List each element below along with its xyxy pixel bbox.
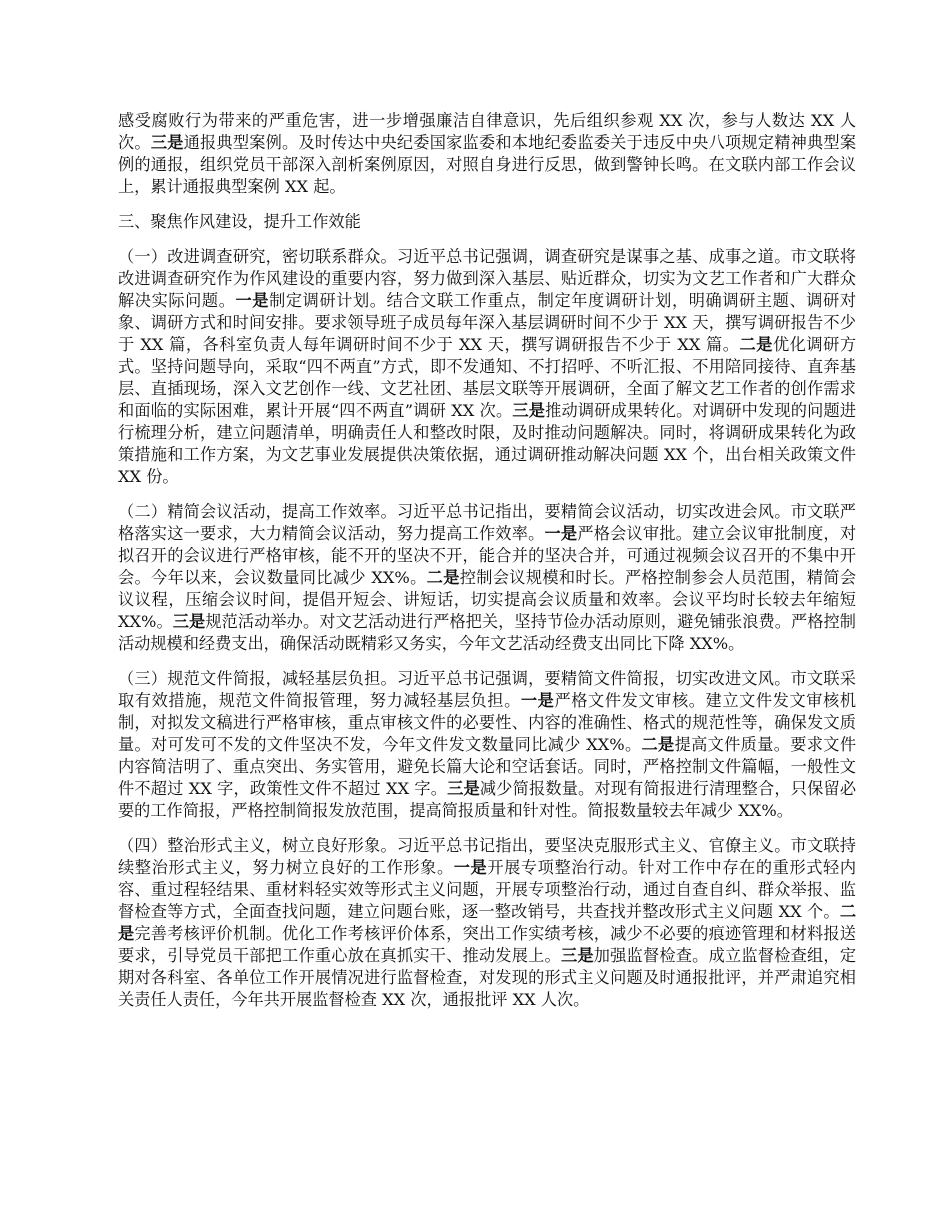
text-run: 严格会议审批。建立会议审批制度，对拟召开的会议进行严格审核，能不开的坚决不开，能合并的坚决合并，可通过视频会议召开的不集中开会。今年以来，会议数量同比减少 XX%。 — [118, 524, 857, 587]
text-run: 减少简报数量。对现有简报进行清理整合，只保留必要的工作简报，严格控制简报发放范围，提高简报质量和针对性。简报数量较去年减少 XX%。 — [118, 779, 857, 820]
emphasis-marker: 一是 — [235, 291, 270, 310]
emphasis-marker: 三是 — [172, 612, 206, 631]
emphasis-marker: 二是 — [739, 335, 773, 354]
text-run: 三、聚焦作风建设，提升工作效能 — [118, 212, 361, 231]
emphasis-marker: 三是 — [560, 946, 594, 965]
text-run: 制定调研计划。结合文联工作重点，制定年度调研计划，明确调研主题、调研对象、调研方式和时间安排。要求领导班子成员每年深入基层调研时间不少于 XX 天，撰写调研报告不少于 XX 篇，各科室负责人每年调研时间不少于 XX 天，撰写调研报告不少于 XX 篇。 — [118, 291, 857, 354]
emphasis-marker: 三是 — [150, 133, 184, 152]
text-run: 开展专项整治行动。针对工作中存在的重形式轻内容、重过程轻结果、重材料轻实效等形式主义问题，开展专项整治行动，通过自查自纠、群众举报、监督检查等方式，全面查找问题，建立问题台账，逐一整改销号，共查找并整改形式主义问题 XX 个。 — [118, 858, 857, 921]
emphasis-marker: 二是 — [118, 902, 856, 943]
para-intro-continuation — [118, 110, 856, 198]
emphasis-marker: 二是 — [641, 735, 675, 754]
emphasis-marker: 一是 — [453, 858, 488, 877]
text-run: 优化调研方式。坚持问题导向，采取“四不两直”方式，即不发通知、不打招呼、不听汇报、不用陪同接待、直奔基层、直插现场，深入文艺创作一线、文艺社团、基层文联等开展调研，全面了解文艺工作者的创作需求和面临的实际困难，累计开展“四不两直”调研 XX 次。 — [118, 335, 857, 420]
para-subsection-2 — [118, 501, 856, 655]
emphasis-marker: 三是 — [512, 401, 546, 420]
text-run: 规范活动举办。对文艺活动进行严格把关，坚持节俭办活动原则，避免铺张浪费。严格控制活动规模和经费支出，确保活动既精彩又务实，今年文艺活动经费支出同比下降 XX%。 — [118, 612, 856, 653]
text-run: 推动调研成果转化。对调研中发现的问题进行梳理分析，建立问题清单，明确责任人和整改时限，及时推动问题解决。同时，将调研成果转化为政策措施和工作方案，为文艺事业发展提供决策依据，通过调研推动解决问题 XX 个，出台相关政策文件 XX 份。 — [118, 401, 857, 486]
text-run: （二）精简会议活动，提高工作效率。习近平总书记指出，要精简会议活动，切实改进会风。市文联严格落实这一要求，大力精简会议活动，努力提高工作效率。 — [118, 502, 856, 543]
text-run: （一）改进调查研究，密切联系群众。习近平总书记强调，调查研究是谋事之基、成事之道。市文联将改进调查研究作为作风建设的重要内容，努力做到深入基层、贴近群众，切实为文艺工作者和广大群众解决实际问题。 — [118, 247, 856, 310]
para-subsection-3 — [118, 668, 856, 822]
emphasis-marker: 一是 — [544, 524, 578, 543]
text-run: 完善考核评价机制。优化工作考核评价体系，突出工作实绩考核，减少不必要的痕迹管理和材料报送要求，引导党员干部把工作重心放在真抓实干、推动发展上。 — [118, 924, 856, 965]
emphasis-marker: 二是 — [426, 568, 460, 587]
section-heading-3 — [118, 211, 856, 233]
text-run: 感受腐败行为带来的严重危害，进一步增强廉洁自律意识，先后组织参观 XX 次，参与人数达 XX 人次。 — [118, 111, 856, 152]
document-body — [118, 110, 856, 1024]
para-subsection-1 — [118, 246, 856, 488]
text-run: 严格文件发文审核。建立文件发文审核机制，对拟发文稿进行严格审核，重点审核文件的必要性、内容的准确性、格式的规范性等，确保发文质量。对可发可不发的文件坚决不发，今年文件发文数量同比减少 XX%。 — [118, 691, 857, 754]
text-run: 提高文件质量。要求文件内容简洁明了、重点突出、务实管用，避免长篇大论和空话套话。同时，严格控制文件篇幅，一般性文件不超过 XX 字，政策性文件不超过 XX 字。 — [118, 735, 857, 798]
para-subsection-4 — [118, 835, 856, 1011]
text-run: （四）整治形式主义，树立良好形象。习近平总书记指出，要坚决克服形式主义、官僚主义。市文联持续整治形式主义，努力树立良好的工作形象。 — [118, 836, 856, 877]
emphasis-marker: 三是 — [447, 779, 480, 798]
text-run: 加强监督检查。成立监督检查组，定期对各科室、各单位工作开展情况进行监督检查，对发现的形式主义问题及时通报批评，并严肃追究相关责任人责任，今年共开展监督检查 XX 次，通报批评 XX 人次。 — [118, 946, 857, 1009]
emphasis-marker: 一是 — [520, 691, 555, 710]
text-run: 通报典型案例。及时传达中央纪委国家监委和本地纪委监委关于违反中央八项规定精神典型案例的通报，组织党员干部深入剖析案例原因，对照自身进行反思，做到警钟长鸣。在文联内部工作会议上，累计通报典型案例 XX 起。 — [118, 133, 857, 196]
text-run: （三）规范文件简报，减轻基层负担。习近平总书记强调，要精简文件简报，切实改进文风。市文联采取有效措施，规范文件简报管理，努力减轻基层负担。 — [118, 669, 856, 710]
text-run: 控制会议规模和时长。严格控制参会人员范围，精简会议议程，压缩会议时间，提倡开短会、讲短话，切实提高会议质量和效率。会议平均时长较去年缩短 XX%。 — [118, 568, 857, 631]
